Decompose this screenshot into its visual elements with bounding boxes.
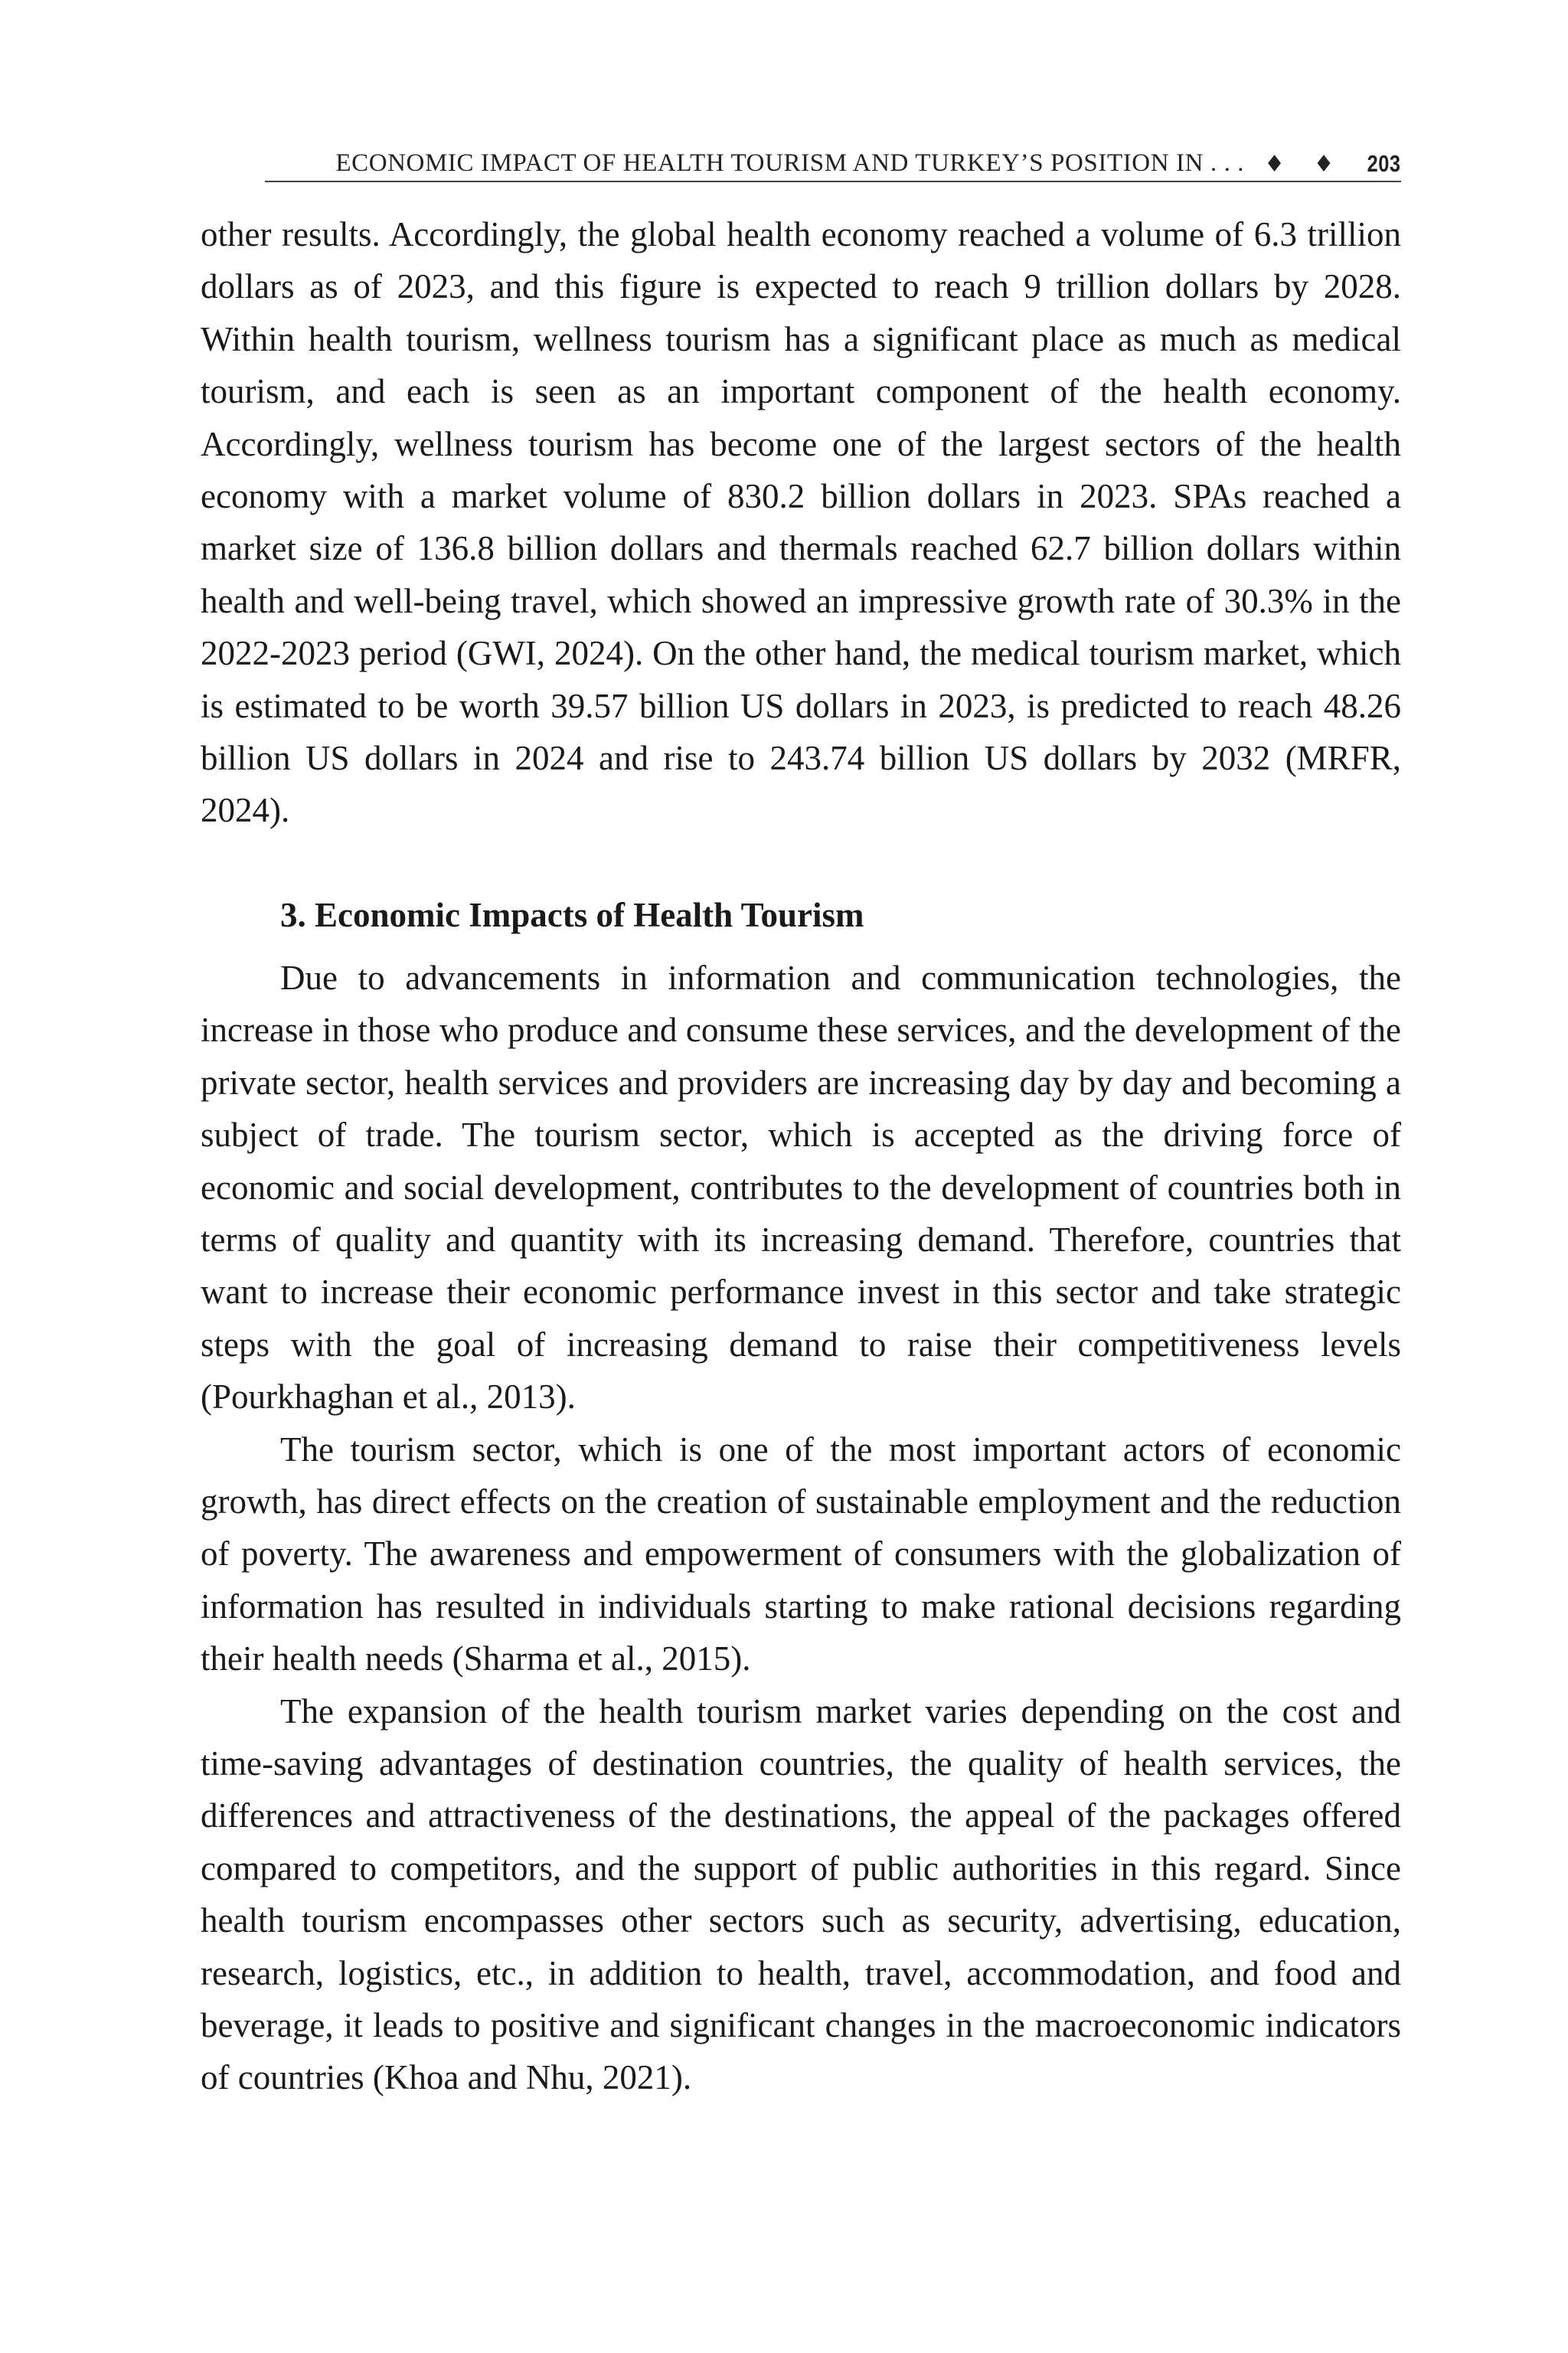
paragraph: The tourism sector, which is one of the most important actors of economic growth, has direct effects on the creation of sustainable employment and the reduction of poverty. The awareness and empowerment of consumers with the globalization of information has resulted in individuals starting to make rational decisions regarding their health needs (Sharma et al., 2015). <box>201 1430 1401 1678</box>
running-header <box>265 139 1401 178</box>
running-header-title: ECONOMIC IMPACT OF HEALTH TOURISM AND TURKEY’S POSITION IN . . . <box>335 149 1245 177</box>
diamond-ornament-icon: ♦ ♦ <box>1264 151 1345 178</box>
paragraph: The expansion of the health tourism market varies depending on the cost and time-saving advantages of destination countries, the quality of health services, the differences and attractiveness of the destinations, the appeal of the packages offered compared to competitors, and the support of public authorities in this regard. Since health tourism encompasses other sectors such as security, advertising, education, research, logistics, etc., in addition to health, travel, accommodation, and food and beverage, it leads to positive and significant changes in the macroeconomic indicators of countries (Khoa and Nhu, 2021). <box>201 1691 1401 2097</box>
paragraph-continued: other results. Accordingly, the global health economy reached a volume of 6.3 trillion dollars as of 2023, and this figure is expected to reach 9 trillion dollars by 2028. Within health tourism, wellness tourism has a significant place as much as medical tourism, and each is seen as an important component of the health economy. Accordingly, wellness tourism has become one of the largest sectors of the health economy with a market volume of 830.2 billion dollars in 2023. SPAs reached a market size of 136.8 billion dollars and thermals reached 62.7 billion dollars within health and well-being travel, which showed an impressive growth rate of 30.3% in the 2022-2023 period (GWI, 2024). On the other hand, the medical tourism market, which is estimated to be worth 39.57 billion US dollars in 2023, is predicted to reach 48.26 billion US dollars in 2024 and rise to 243.74 billion US dollars by 2032 (MRFR, 2024). <box>201 215 1401 830</box>
header-rule <box>265 181 1401 182</box>
paragraph: Due to advancements in information and communication technologies, the increase in those who produce and consume these services, and the development of the private sector, health services and providers are increasing day by day and becoming a subject of trade. The tourism sector, which is accepted as the driving force of economic and social development, contributes to the development of countries both in terms of quality and quantity with its increasing demand. Therefore, countries that want to increase their economic performance invest in this sector and take strategic steps with the goal of increasing demand to raise their competitiveness levels (Pourkhaghan et al., 2013). <box>201 958 1401 1417</box>
section-heading: 3. Economic Impacts of Health Tourism <box>280 895 864 934</box>
page-number: 203 <box>1367 150 1401 177</box>
page-body <box>201 208 1401 2104</box>
